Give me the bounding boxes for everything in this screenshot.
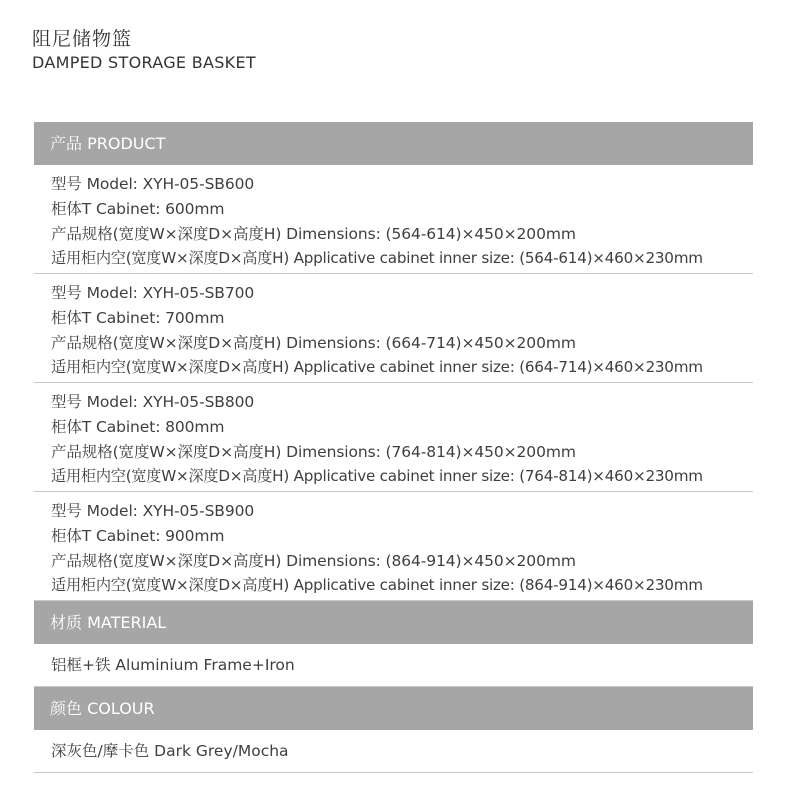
- cabinet-line: 柜体T Cabinet: 900mm: [51, 526, 225, 545]
- inner-size-line: 适用柜内空(宽度W×深度D×高度H) Applicative cabinet inner size: (864-914)×460×230mm: [51, 576, 703, 595]
- product-model-block: [34, 165, 753, 274]
- product-model-block: [34, 274, 753, 383]
- page-title-cn: 阻尼储物篮: [32, 28, 133, 50]
- model-line: 型号 Model: XYH-05-SB600: [51, 175, 255, 193]
- product-model-block: [34, 492, 753, 601]
- inner-size-line: 适用柜内空(宽度W×深度D×高度H) Applicative cabinet inner size: (664-714)×460×230mm: [51, 358, 703, 377]
- material-value: 铝框+铁 Aluminium Frame+Iron: [34, 644, 753, 687]
- model-line: 型号 Model: XYH-05-SB800: [51, 393, 255, 411]
- model-line: 型号 Model: XYH-05-SB900: [51, 502, 255, 520]
- colour-section-header: 颜色 COLOUR: [34, 687, 753, 730]
- dimensions-line: 产品规格(宽度W×深度D×高度H) Dimensions: (864-914)×450×200mm: [51, 551, 576, 570]
- cabinet-line: 柜体T Cabinet: 600mm: [51, 199, 225, 218]
- product-section-header: 产品 PRODUCT: [34, 122, 753, 165]
- dimensions-line: 产品规格(宽度W×深度D×高度H) Dimensions: (564-614)×450×200mm: [51, 224, 576, 243]
- cabinet-line: 柜体T Cabinet: 700mm: [51, 308, 225, 327]
- dimensions-line: 产品规格(宽度W×深度D×高度H) Dimensions: (664-714)×450×200mm: [51, 333, 576, 352]
- cabinet-line: 柜体T Cabinet: 800mm: [51, 417, 225, 436]
- material-section-header: 材质 MATERIAL: [34, 601, 753, 644]
- spec-table: [34, 122, 753, 773]
- colour-value: 深灰色/摩卡色 Dark Grey/Mocha: [34, 730, 753, 773]
- dimensions-line: 产品规格(宽度W×深度D×高度H) Dimensions: (764-814)×450×200mm: [51, 442, 576, 461]
- product-model-block: [34, 383, 753, 492]
- inner-size-line: 适用柜内空(宽度W×深度D×高度H) Applicative cabinet inner size: (564-614)×460×230mm: [51, 249, 703, 268]
- page-title-en: DAMPED STORAGE BASKET: [32, 53, 256, 72]
- model-line: 型号 Model: XYH-05-SB700: [51, 284, 255, 302]
- inner-size-line: 适用柜内空(宽度W×深度D×高度H) Applicative cabinet inner size: (764-814)×460×230mm: [51, 467, 703, 486]
